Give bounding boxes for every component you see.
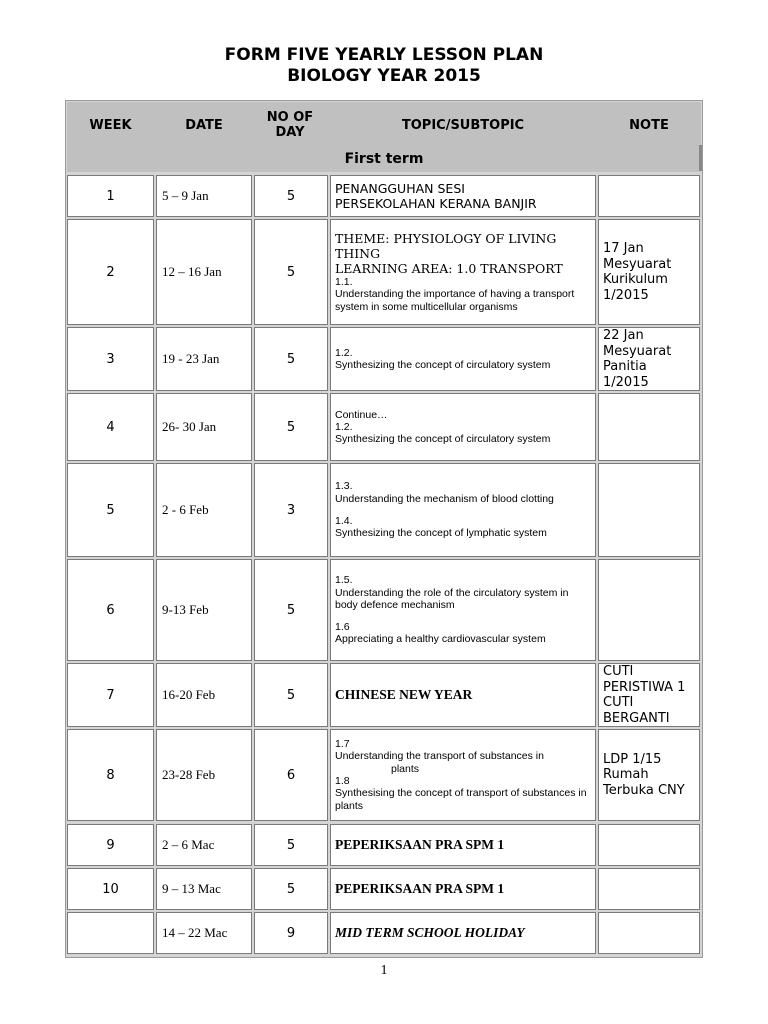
page-number: 1 <box>380 963 388 978</box>
row-3-week: 3 <box>67 327 154 391</box>
row-7-topic <box>330 663 596 727</box>
row-11-week <box>67 912 154 954</box>
row-7-week: 7 <box>67 663 154 727</box>
document-title: FORM FIVE YEARLY LESSON PLAN <box>224 45 544 65</box>
topic-line: 1.8 <box>335 775 350 787</box>
row-10-note <box>598 868 700 910</box>
row-7-note <box>598 663 700 727</box>
term-label: First term <box>344 151 424 167</box>
row-4-date: 26- 30 Jan <box>156 393 252 461</box>
row-10-week: 10 <box>67 868 154 910</box>
topic-line: PENANGGUHAN SESI <box>335 181 465 196</box>
row-6-topic <box>330 559 596 661</box>
note-line: Panitia <box>603 359 647 374</box>
row-11-date: 14 – 22 Mac <box>156 912 252 954</box>
topic-line: PEPERIKSAAN PRA SPM 1 <box>335 881 505 896</box>
row-4-note <box>598 393 700 461</box>
row-10-topic <box>330 868 596 910</box>
row-3-date: 19 - 23 Jan <box>156 327 252 391</box>
note-line: Mesyuarat <box>603 343 672 359</box>
row-3-topic <box>330 327 596 391</box>
topic-line: 1.2. <box>335 346 353 359</box>
row-9-topic <box>330 824 596 866</box>
row-8-note <box>598 729 700 821</box>
topic-line: CHINESE NEW YEAR <box>335 687 473 702</box>
note-line: Mesyuarat <box>603 256 672 272</box>
row-5-topic <box>330 463 596 557</box>
topic-line: LEARNING AREA: 1.0 TRANSPORT <box>335 261 563 277</box>
header-no-of-day: NO OF DAY <box>266 110 314 140</box>
topic-line: 1.4. <box>335 515 353 527</box>
row-9-date: 2 – 6 Mac <box>156 824 252 866</box>
row-6-date: 9-13 Feb <box>156 559 252 661</box>
topic-line: 1.7 <box>335 738 350 751</box>
topic-line: Synthesizing the concept of circulatory system <box>335 433 551 446</box>
row-8-date: 23-28 Feb <box>156 729 252 821</box>
row-10-date: 9 – 13 Mac <box>156 868 252 910</box>
topic-line: Understanding the role of the circulatory system in body defence mechanism <box>335 586 569 611</box>
note-line: CUTI <box>603 695 634 710</box>
header-date: DATE <box>185 117 223 133</box>
topic-line: MID TERM SCHOOL HOLIDAY <box>335 925 525 940</box>
topic-line: PERSEKOLAHAN KERANA BANJIR <box>335 196 537 211</box>
note-line: PERISTIWA 1 <box>603 679 686 695</box>
row-9-note <box>598 824 700 866</box>
row-1-date: 5 – 9 Jan <box>156 175 252 217</box>
topic-line: Understanding the mechanism of blood clotting <box>335 492 554 505</box>
row-5-days: 3 <box>254 463 328 557</box>
topic-line: Synthesizing the concept of lymphatic system <box>335 527 547 540</box>
row-1-week: 1 <box>67 175 154 217</box>
row-4-topic <box>330 393 596 461</box>
topic-line: Understanding the importance of having a transport system in some multicellular organisms <box>335 288 575 313</box>
note-line: Terbuka CNY <box>603 782 685 798</box>
row-7-date: 16-20 Feb <box>156 663 252 727</box>
row-8-week: 8 <box>67 729 154 821</box>
topic-line: 1.6 <box>335 621 350 634</box>
topic-line: 1.1. <box>335 276 353 289</box>
row-2-topic <box>330 219 596 325</box>
note-line: 1/2015 <box>603 287 649 303</box>
row-8-days: 6 <box>254 729 328 821</box>
note-line: LDP 1/15 <box>603 751 662 767</box>
row-1-days: 5 <box>254 175 328 217</box>
note-line: Rumah <box>603 767 649 783</box>
row-1-note <box>598 175 700 217</box>
header-topic: TOPIC/SUBTOPIC <box>401 117 525 133</box>
topic-line: Understanding the transport of substances in <box>335 750 544 763</box>
row-2-week: 2 <box>67 219 154 325</box>
note-line: Kurikulum <box>603 272 668 287</box>
row-4-week: 4 <box>67 393 154 461</box>
row-11-note <box>598 912 700 954</box>
row-10-days: 5 <box>254 868 328 910</box>
note-line: 1/2015 <box>603 374 649 390</box>
topic-line: Continue… <box>335 408 388 421</box>
header-week: WEEK <box>89 117 132 133</box>
row-5-date: 2 - 6 Feb <box>156 463 252 557</box>
row-3-days: 5 <box>254 327 328 391</box>
topic-line: THEME: PHYSIOLOGY OF LIVING THING <box>335 231 557 262</box>
topic-line: PEPERIKSAAN PRA SPM 1 <box>335 837 505 852</box>
row-6-week: 6 <box>67 559 154 661</box>
note-line: CUTI <box>603 664 634 679</box>
row-5-week: 5 <box>67 463 154 557</box>
note-line: 17 Jan <box>603 241 644 256</box>
row-6-note <box>598 559 700 661</box>
row-7-days: 5 <box>254 663 328 727</box>
topic-line: 1.5. <box>335 574 353 587</box>
row-6-days: 5 <box>254 559 328 661</box>
row-2-days: 5 <box>254 219 328 325</box>
row-11-topic <box>330 912 596 954</box>
note-line: BERGANTI <box>603 710 670 726</box>
topic-line: Appreciating a healthy cardiovascular system <box>335 633 546 646</box>
document-subtitle: BIOLOGY YEAR 2015 <box>287 66 481 86</box>
row-3-note <box>598 327 700 391</box>
topic-line: 1.2. <box>335 420 353 433</box>
row-1-topic <box>330 175 596 217</box>
row-9-days: 5 <box>254 824 328 866</box>
row-11-days: 9 <box>254 912 328 954</box>
topic-line: plants <box>391 762 420 775</box>
note-line: 22 Jan <box>603 328 644 343</box>
row-2-date: 12 – 16 Jan <box>156 219 252 325</box>
row-4-days: 5 <box>254 393 328 461</box>
row-8-topic <box>330 729 596 821</box>
header-note: NOTE <box>629 117 669 133</box>
row-5-note <box>598 463 700 557</box>
row-2-note <box>598 219 700 325</box>
topic-line: Synthesising the concept of transport of substances in plants <box>335 787 587 812</box>
topic-line: Synthesizing the concept of circulatory system <box>335 359 551 371</box>
row-9-week: 9 <box>67 824 154 866</box>
topic-line: 1.3. <box>335 480 353 493</box>
